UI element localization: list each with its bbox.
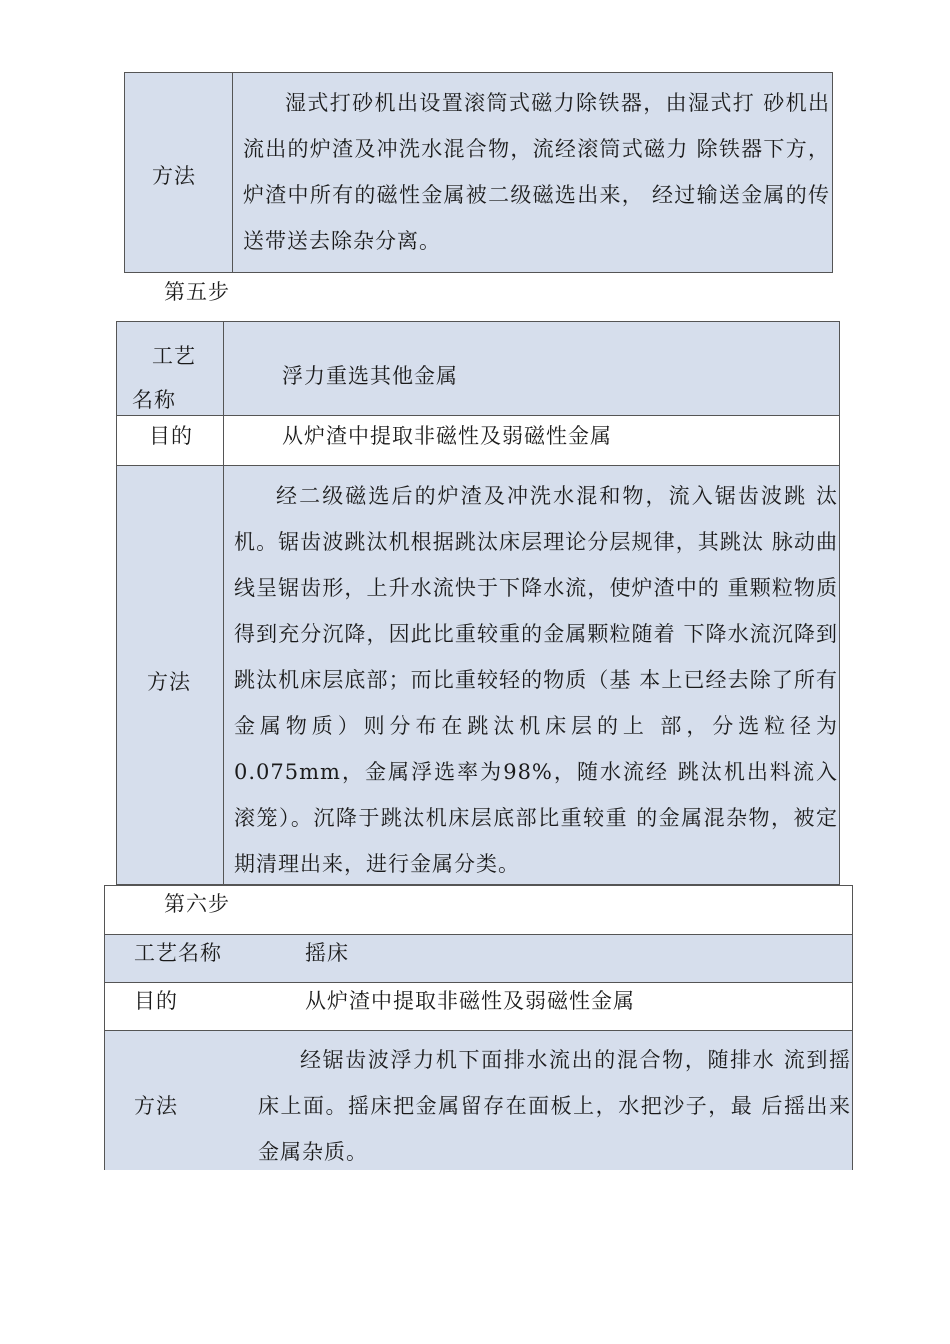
process-value: 浮力重选其他金属: [282, 364, 458, 388]
purpose-value: 从炉渣中提取非磁性及弱磁性金属: [305, 989, 635, 1013]
table-step4-divider: [232, 72, 233, 273]
method-text: 湿式打砂机出设置滚筒式磁力除铁器，由湿式打 砂机出流出的炉渣及冲洗水混合物，流经滚筒式磁力 除铁器下方，炉渣中所有的磁性金属被二级磁选出来， 经过输送金属的传送带送去除杂分离。: [243, 91, 830, 253]
method-text: 经锯齿波浮力机下面排水流出的混合物，随排水 流到摇床上面。摇床把金属留存在面板上，水把沙子，最 后摇出来金属杂质。: [258, 1048, 851, 1164]
process-value: 摇床: [305, 941, 349, 965]
method-text: 经二级磁选后的炉渣及冲洗水混和物，流入锯齿波跳 汰机。锯齿波跳汰机根据跳汰床层理论分层规律，其跳汰 脉动曲线呈锯齿形，上升水流快于下降水流，使炉渣中的 重颗粒物质得到充分沉降，因此比重较重的金属颗粒随着 下降水流沉降到跳汰机床层底部；而比重较轻的物质（基 本上已经去除了所有金属物质）则分布在跳汰机床层的上 部，分选粒径为0.075mm，金属浮选率为98%，随水流经 跳汰机出料流入滚笼）。沉降于跳汰机床层底部比重较重 的金属混杂物，被定期清理出来，进行金属分类。: [234, 484, 838, 876]
process-label-line1: 工艺: [152, 344, 196, 368]
step-heading: 第五步: [164, 280, 230, 304]
step-heading: 第六步: [164, 892, 230, 916]
method-label: 方法: [134, 1094, 178, 1118]
purpose-value: 从炉渣中提取非磁性及弱磁性金属: [282, 424, 612, 448]
table-step5-divider: [223, 321, 224, 885]
method-label: 方法: [147, 670, 191, 694]
table-step5-row-process: [116, 321, 840, 416]
purpose-label: 目的: [134, 989, 178, 1013]
process-label-line2: 名称: [132, 388, 176, 412]
purpose-label: 目的: [149, 424, 193, 448]
method-label: 方法: [152, 164, 196, 188]
process-label: 工艺名称: [134, 941, 222, 965]
